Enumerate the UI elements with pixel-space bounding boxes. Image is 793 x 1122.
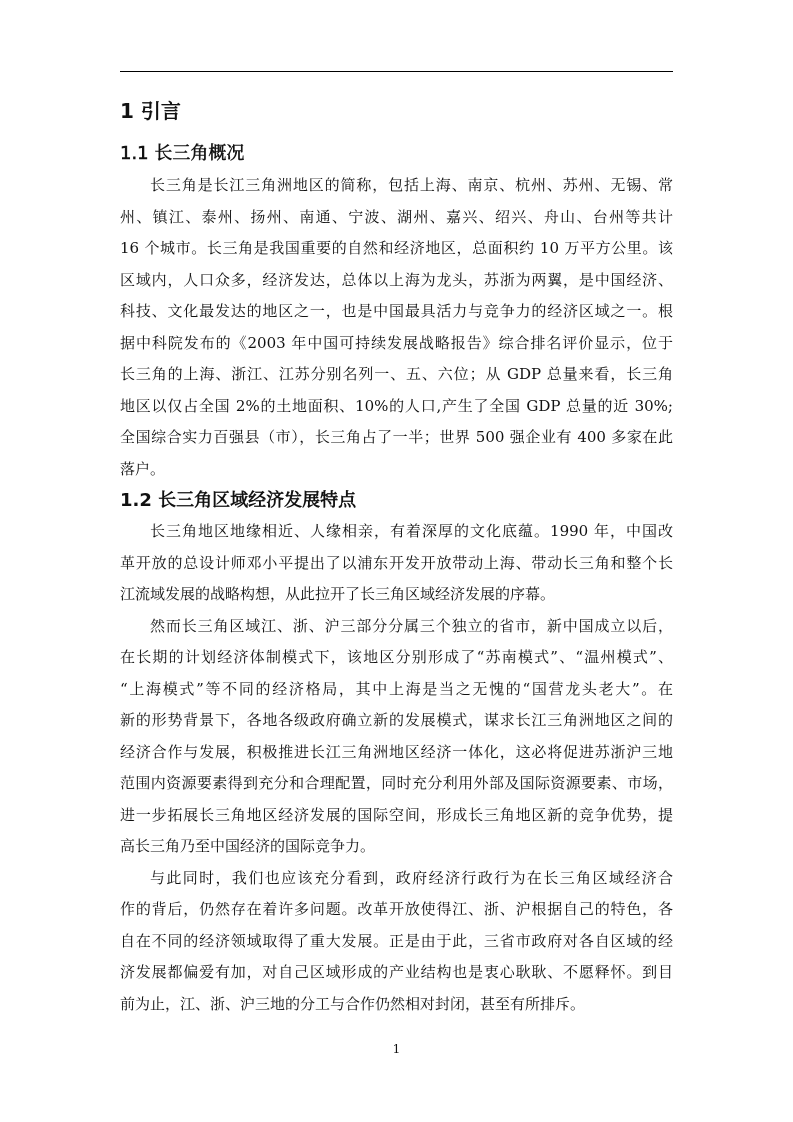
section-1-1-body (120, 170, 673, 485)
text-line: 与此同时，我们也应该充分看到，政府经济行政行为在长三角区域经济合 (150, 868, 673, 887)
text-line: 济发展都偏爱有加，对自己区域形成的产业结构也是衷心耿耿、不愿释怀。到目 (120, 963, 673, 981)
text-line: 全国综合实力百强县（市），长三角占了一半；世界 500 强企业有 400 多家在此 (120, 428, 673, 446)
chapter-heading: 1 引言 (120, 99, 181, 123)
paragraph (120, 170, 673, 485)
text-line: 在长期的计划经济体制模式下，该地区分别形成了“苏南模式”、“温州模式”、 (120, 648, 673, 666)
text-line: 自在不同的经济领域取得了重大发展。正是由于此，三省市政府对各自区域的经 (120, 931, 673, 950)
text-line: “上海模式”等不同的经济格局，其中上海是当之无愧的“国营龙头老大”。在 (120, 679, 673, 698)
text-line: 据中科院发布的《2003 年中国可持续发展战略报告》综合排名评价显示，位于 (120, 333, 673, 352)
text-line: 然而长三角区域江、浙、沪三部分分属三个独立的省市，新中国成立以后， (150, 616, 673, 635)
paragraph (120, 863, 673, 1021)
text-line: 长三角是长江三角洲地区的简称，包括上海、南京、杭州、苏州、无锡、常 (150, 176, 673, 194)
text-line: 进一步拓展长三角地区经济发展的国际空间，形成长三角地区新的竞争优势，提 (120, 805, 673, 824)
text-line: 长三角的上海、浙江、江苏分别名列一、五、六位；从 GDP 总量来看，长三角 (120, 365, 673, 383)
text-line: 作的背后，仍然存在着许多问题。改革开放使得江、浙、沪根据自己的特色，各 (120, 900, 673, 918)
text-line: 高长三角乃至中国经济的国际竞争力。 (120, 837, 376, 855)
section-heading-1-2: 1.2 长三角区域经济发展特点 (120, 490, 357, 511)
text-line: 经济合作与发展，积极推进长江三角洲地区经济一体化，这必将促进苏浙沪三地 (120, 742, 673, 761)
text-line: 新的形势背景下，各地各级政府确立新的发展模式，谋求长江三角洲地区之间的 (120, 711, 673, 729)
paragraph (120, 516, 673, 611)
text-line: 州、镇江、泰州、扬州、南通、宁波、湖州、嘉兴、绍兴、舟山、台州等共计 (120, 207, 673, 226)
text-line: 江流域发展的战略构想，从此拉开了长三角区域经济发展的序幕。 (120, 585, 556, 603)
section-heading-1-1: 1.1 长三角概况 (120, 143, 245, 164)
paragraph (120, 611, 673, 863)
text-line: 16 个城市。长三角是我国重要的自然和经济地区，总面积约 10 万平方公里。该 (120, 239, 673, 257)
text-line: 革开放的总设计师邓小平提出了以浦东开发开放带动上海、带动长三角和整个长 (120, 553, 673, 572)
text-line: 区域内，人口众多，经济发达，总体以上海为龙头，苏浙为两翼，是中国经济、 (120, 270, 673, 289)
text-line: 前为止，江、浙、沪三地的分工与合作仍然相对封闭，甚至有所排斥。 (120, 994, 586, 1013)
section-1-2-body (120, 516, 673, 1020)
text-line: 落户。 (120, 459, 166, 478)
text-line: 地区以仅占全国 2%的土地面积、10%的人口,产生了全国 GDP 总量的近 30%; (120, 396, 673, 415)
text-line: 长三角地区地缘相近、人缘相亲，有着深厚的文化底蕴。1990 年，中国改 (150, 522, 673, 540)
page-number: 1 (392, 1042, 401, 1056)
text-line: 范围内资源要素得到充分和合理配置，同时充分利用外部及国际资源要素、市场， (120, 774, 673, 792)
text-line: 科技、文化最发达的地区之一，也是中国最具活力与竞争力的经济区域之一。根 (120, 302, 673, 320)
header-rule (120, 71, 673, 72)
